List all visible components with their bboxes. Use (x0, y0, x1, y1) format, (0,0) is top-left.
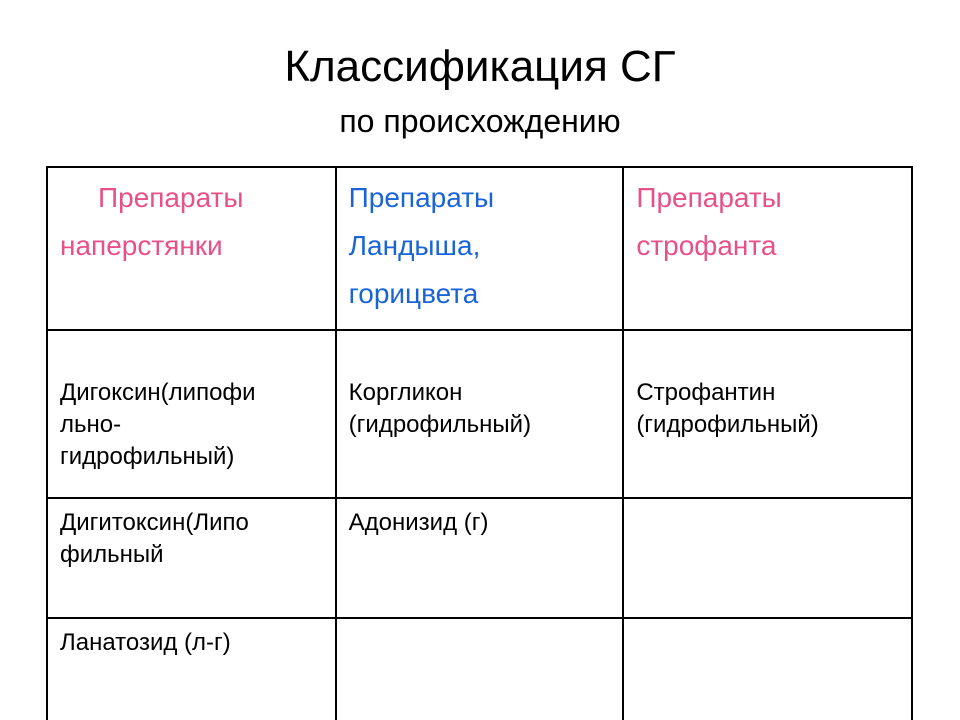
table-cell (47, 618, 336, 720)
cell-text-digoxin: Дигоксин(липофи льно- гидрофильный) (60, 379, 256, 470)
table-cell (623, 618, 912, 720)
classification-table (46, 166, 913, 720)
table-cell (336, 618, 624, 720)
cell-text-corglycon: Коргликон (гидрофильный) (348, 379, 532, 438)
header-digitalis-line1: Препараты (98, 182, 244, 213)
cell-text-lanatozid: Ланатозид (л-г) (60, 629, 231, 656)
table-cell (623, 330, 912, 498)
header-convallaria-line3: горицвета (348, 278, 479, 309)
cell-text-strophanthin: Строфантин (гидрофильный) (636, 379, 819, 438)
cell-text-adonizid: Адонизид (г) (348, 509, 489, 536)
header-cell-convallaria (336, 167, 624, 330)
table-row (47, 618, 912, 720)
cell-text-digitoxin: Дигитоксин(Липо фильный (60, 509, 249, 568)
header-convallaria-line2: Ландыша, (348, 230, 481, 261)
slide-subtitle: по происхождению (339, 103, 621, 139)
table-cell (623, 498, 912, 618)
header-cell-strophanthus (623, 167, 912, 330)
table-cell (47, 330, 336, 498)
table-header-row (47, 167, 912, 330)
header-convallaria-line1: Препараты (348, 182, 495, 213)
header-cell-digitalis (47, 167, 336, 330)
cell-text-empty (624, 619, 911, 627)
table-row (47, 498, 912, 618)
table-cell (47, 498, 336, 618)
table-cell (336, 330, 624, 498)
cell-text-empty (624, 499, 911, 507)
header-strophanthus-line2: строфанта (636, 230, 777, 261)
header-digitalis-line2: наперстянки (60, 230, 223, 261)
table-row (47, 330, 912, 498)
cell-text-empty (337, 619, 623, 627)
table-cell (336, 498, 624, 618)
header-strophanthus-line1: Препараты (636, 182, 782, 213)
slide-title: Классификация СГ (284, 42, 676, 91)
